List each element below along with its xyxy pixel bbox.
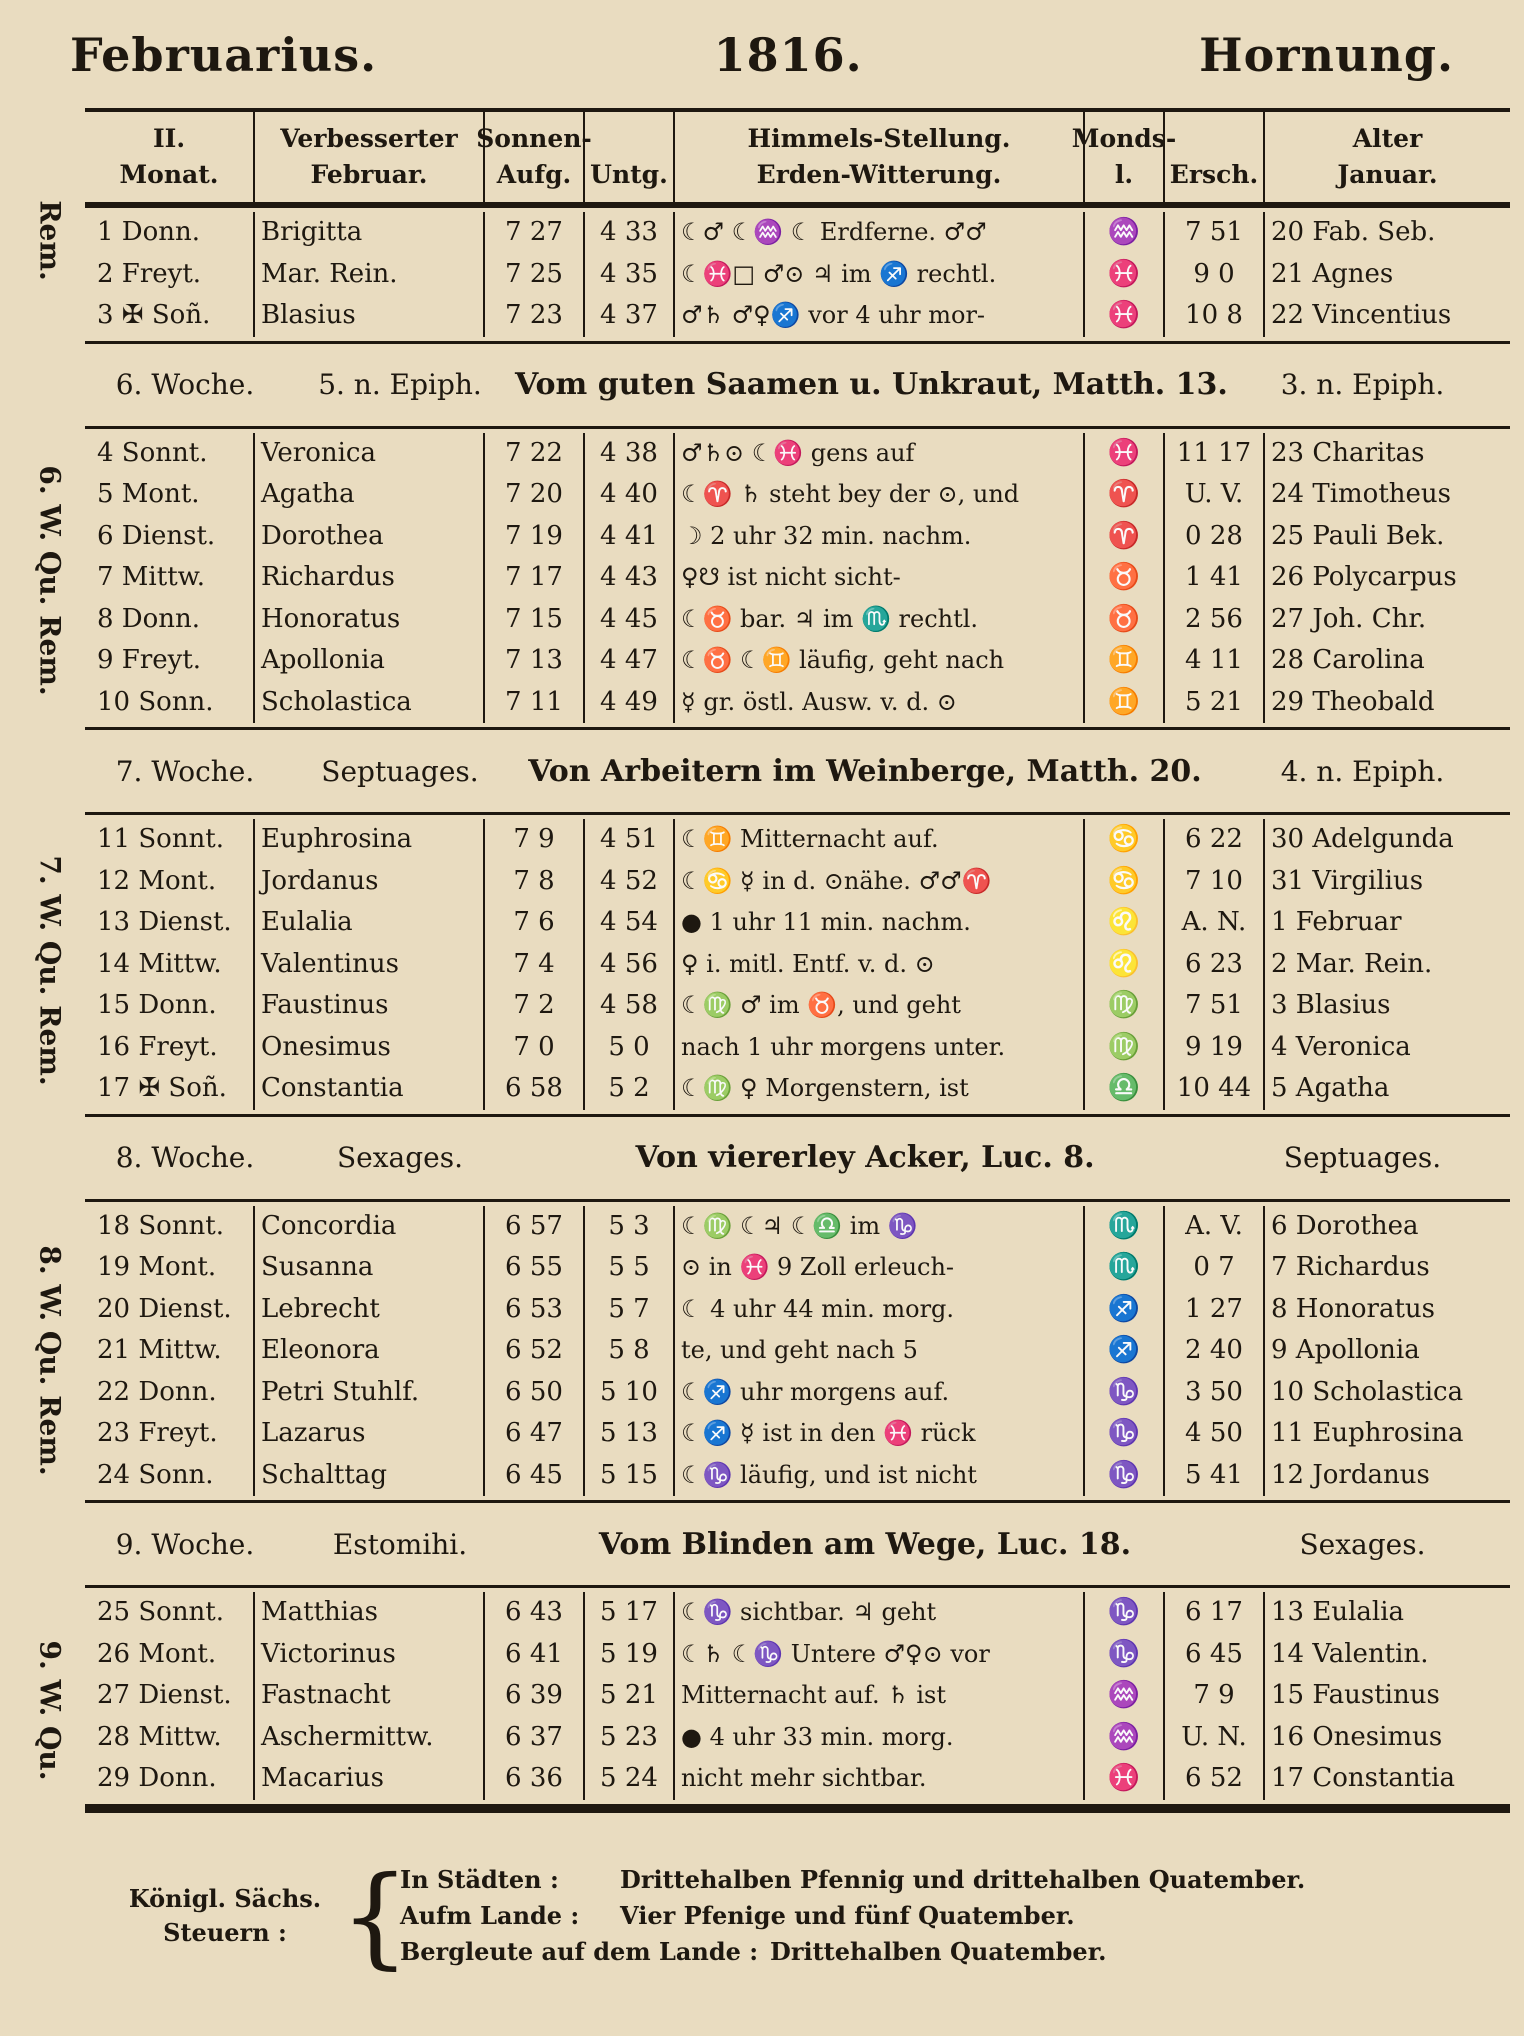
page-header [70, 20, 1454, 90]
tax-label: Königl. Sächs. Steuern : [128, 1884, 322, 1947]
col-sunset: Untg. [585, 112, 675, 202]
table-row: 7 Mittw. Richardus 7 17 4 43 ♀☋ ist nicht sicht- ♉ 1 41 26 Polycarpus [85, 557, 1510, 599]
table-row: 21 Mittw. Eleonora 6 52 5 8 te, und geht nach 5 ♐ 2 40 9 Apollonia [85, 1330, 1510, 1372]
table-row: 14 Mittw. Valentinus 7 4 4 56 ♀ i. mitl. Entf. v. d. ⊙ ♌ 6 23 2 Mar. Rein. [85, 944, 1510, 986]
zodiac-icon: ♍ [1085, 1027, 1165, 1069]
table-row: 29 Donn. Macarius 6 36 5 24 nicht mehr sichtbar. ♓ 6 52 17 Constantia [85, 1758, 1510, 1800]
side-mark: 6. W. Qu. Rem. [33, 464, 67, 696]
zodiac-icon: ♊ [1085, 640, 1165, 682]
col-moon-time: Ersch. [1165, 112, 1265, 202]
zodiac-icon: ♑ [1085, 1634, 1165, 1676]
week-number: 6. Woche. [115, 368, 255, 401]
tax-line-miners: Bergleute auf dem Lande : Drittehalben Quatember. [400, 1937, 1107, 1966]
tax-lines [400, 1862, 1400, 1970]
zodiac-icon: ♏ [1085, 1247, 1165, 1289]
week-old-sunday: Septuages. [1283, 1141, 1442, 1174]
week-number: 7. Woche. [115, 754, 255, 788]
week-gospel: Vom Blinden am Wege, Luc. 18. [598, 1526, 1132, 1562]
table-row: 13 Dienst. Eulalia 7 6 4 54 ● 1 uhr 11 min. nachm. ♌ A. N. 1 Februar [85, 902, 1510, 944]
zodiac-icon: ♑ [1085, 1413, 1165, 1455]
table-row: 10 Sonn. Scholastica 7 11 4 49 ☿ gr. östl. Ausw. v. d. ⊙ ♊ 5 21 29 Theobald [85, 682, 1510, 724]
week-sunday: Sexages. [337, 1141, 463, 1174]
side-mark: Rem. [33, 199, 67, 281]
zodiac-icon: ♌ [1085, 944, 1165, 986]
zodiac-icon: ♌ [1085, 902, 1165, 944]
table-row: 27 Dienst. Fastnacht 6 39 5 21 Mitternacht auf. ♄ ist ♒ 7 9 15 Faustinus [85, 1675, 1510, 1717]
day-block [85, 815, 1510, 1117]
side-mark: 7. W. Qu. Rem. [33, 854, 67, 1086]
table-row: 11 Sonnt. Euphrosina 7 9 4 51 ☾♊ Mitternacht auf. ♋ 6 22 30 Adelgunda [85, 819, 1510, 861]
week-sunday: Estomihi. [332, 1527, 468, 1561]
zodiac-icon: ♏ [1085, 1206, 1165, 1248]
zodiac-icon: ♈ [1085, 516, 1165, 558]
week-old-sunday: 3. n. Epiph. [1280, 368, 1445, 401]
table-row: 20 Dienst. Lebrecht 6 53 5 7 ☾ 4 uhr 44 min. morg. ♐ 1 27 8 Honoratus [85, 1289, 1510, 1331]
week-sunday: 5. n. Epiph. [318, 368, 482, 401]
zodiac-icon: ♒ [1085, 1675, 1165, 1717]
week-gospel: Vom guten Saamen u. Unkraut, Matth. 13. [515, 367, 1228, 402]
table-row: 12 Mont. Jordanus 7 8 4 52 ☾♋ ☿ in d. ⊙nähe. ♂♂♈ ♋ 7 10 31 Virgilius [85, 861, 1510, 903]
col-sunrise: Sonnen- Aufg. [485, 112, 585, 202]
zodiac-icon: ♓ [1085, 1758, 1165, 1800]
table-row: 16 Freyt. Onesimus 7 0 5 0 nach 1 uhr morgens unter. ♍ 9 19 4 Veronica [85, 1027, 1510, 1069]
day-block [85, 1202, 1510, 1504]
zodiac-icon: ♐ [1085, 1330, 1165, 1372]
table-row: 1 Donn. Brigitta 7 27 4 33 ☾♂ ☾♒ ☾ Erdferne. ♂♂ ♒ 7 51 20 Fab. Seb. [85, 212, 1510, 254]
table-row: 22 Donn. Petri Stuhlf. 6 50 5 10 ☾♐ uhr morgens auf. ♑ 3 50 10 Scholastica [85, 1372, 1510, 1414]
week-gospel: Von Arbeitern im Weinberge, Matth. 20. [528, 753, 1202, 789]
col-alter: Alter Januar. [1337, 124, 1438, 189]
zodiac-icon: ♒ [1085, 1717, 1165, 1759]
table-row: 24 Sonn. Schalttag 6 45 5 15 ☾♑ läufig, und ist nicht ♑ 5 41 12 Jordanus [85, 1455, 1510, 1497]
zodiac-icon: ♓ [1085, 254, 1165, 296]
zodiac-icon: ♍ [1085, 985, 1165, 1027]
side-mark: 8. W. Qu. Rem. [33, 1244, 67, 1476]
brace-glyph: { [340, 1852, 410, 1980]
col-moon-sign: Monds- l. [1085, 112, 1165, 202]
tax-line-cities: In Städten : Drittehalben Pfennig und drittehalben Quatember. [400, 1865, 1306, 1894]
table-bottom-rule [85, 1807, 1510, 1813]
month-latin: Februarius. [70, 28, 378, 82]
table-row: 26 Mont. Victorinus 6 41 5 19 ☾♄ ☾♑ Untere ♂♀⊙ vor ♑ 6 45 14 Valentin. [85, 1634, 1510, 1676]
day-block [85, 429, 1510, 731]
table-row: 17 ✠ Soñ. Constantia 6 58 5 2 ☾♍ ♀ Morgenstern, ist ♎ 10 44 5 Agatha [85, 1068, 1510, 1110]
table-row: 3 ✠ Soñ. Blasius 7 23 4 37 ♂♄ ♂♀♐ vor 4 uhr mor- ♓ 10 8 22 Vincentius [85, 295, 1510, 337]
zodiac-icon: ♓ [1085, 295, 1165, 337]
week-header [85, 344, 1510, 429]
week-header [85, 1503, 1510, 1588]
table-row: 9 Freyt. Apollonia 7 13 4 47 ☾♉ ☾♊ läufig, geht nach ♊ 4 11 28 Carolina [85, 640, 1510, 682]
week-sunday: Septuages. [321, 754, 479, 788]
tax-line-country: Aufm Lande : Vier Pfenige und fünf Quatember. [400, 1901, 1075, 1930]
zodiac-icon: ♈ [1085, 474, 1165, 516]
zodiac-icon: ♑ [1085, 1372, 1165, 1414]
table-row: 8 Donn. Honoratus 7 15 4 45 ☾♉ bar. ♃ im ♏ rechtl. ♉ 2 56 27 Joh. Chr. [85, 599, 1510, 641]
zodiac-icon: ♒ [1085, 212, 1165, 254]
zodiac-icon: ♐ [1085, 1289, 1165, 1331]
side-mark: 9. W. Qu. [33, 1639, 67, 1781]
week-old-sunday: 4. n. Epiph. [1280, 754, 1445, 788]
zodiac-icon: ♉ [1085, 557, 1165, 599]
week-old-sunday: Sexages. [1299, 1527, 1426, 1561]
table-row: 23 Freyt. Lazarus 6 47 5 13 ☾♐ ☿ ist in den ♓ rück ♑ 4 50 11 Euphrosina [85, 1413, 1510, 1455]
col-verbesserter: Verbesserter Februar. [255, 112, 485, 202]
zodiac-icon: ♑ [1085, 1592, 1165, 1634]
table-row: 28 Mittw. Aschermittw. 6 37 5 23 ● 4 uhr 33 min. morg. ♒ U. N. 16 Onesimus [85, 1717, 1510, 1759]
table-row: 4 Sonnt. Veronica 7 22 4 38 ♂♄⊙ ☾♓ gens auf ♓ 11 17 23 Charitas [85, 433, 1510, 475]
week-header [85, 1117, 1510, 1202]
table-row: 15 Donn. Faustinus 7 2 4 58 ☾♍ ♂ im ♉, und geht ♍ 7 51 3 Blasius [85, 985, 1510, 1027]
zodiac-icon: ♉ [1085, 599, 1165, 641]
zodiac-icon: ♋ [1085, 861, 1165, 903]
table-row: 25 Sonnt. Matthias 6 43 5 17 ☾♑ sichtbar. ♃ geht ♑ 6 17 13 Eulalia [85, 1592, 1510, 1634]
table-row: 6 Dienst. Dorothea 7 19 4 41 ☽ 2 uhr 32 min. nachm. ♈ 0 28 25 Pauli Bek. [85, 516, 1510, 558]
tax-footer [110, 1852, 1410, 1980]
column-headers [85, 112, 1510, 208]
day-block [85, 1588, 1510, 1807]
month-german: Hornung. [1199, 28, 1454, 82]
table-row: 18 Sonnt. Concordia 6 57 5 3 ☾♍ ☾♃ ☾♎ im ♑ ♏ A. V. 6 Dorothea [85, 1206, 1510, 1248]
year: 1816. [713, 28, 863, 82]
zodiac-icon: ♎ [1085, 1068, 1165, 1110]
week-header [85, 730, 1510, 815]
calendar-table [85, 108, 1510, 1813]
day-block [85, 208, 1510, 344]
zodiac-icon: ♓ [1085, 433, 1165, 475]
week-gospel: Von viererley Acker, Luc. 8. [635, 1140, 1095, 1175]
table-row: 2 Freyt. Mar. Rein. 7 25 4 35 ☾♓□ ♂⊙ ♃ im ♐ rechtl. ♓ 9 0 21 Agnes [85, 254, 1510, 296]
week-number: 8. Woche. [115, 1141, 255, 1174]
zodiac-icon: ♑ [1085, 1455, 1165, 1497]
zodiac-icon: ♊ [1085, 682, 1165, 724]
week-number: 9. Woche. [115, 1527, 255, 1561]
col-himmel: Himmels-Stellung. Erden-Witterung. [675, 112, 1085, 202]
zodiac-icon: ♋ [1085, 819, 1165, 861]
table-row: 5 Mont. Agatha 7 20 4 40 ☾♈ ♄ steht bey der ⊙, und ♈ U. V. 24 Timotheus [85, 474, 1510, 516]
table-row: 19 Mont. Susanna 6 55 5 5 ⊙ in ♓ 9 Zoll erleuch- ♏ 0 7 7 Richardus [85, 1247, 1510, 1289]
col-monat: II. Monat. [85, 112, 255, 202]
